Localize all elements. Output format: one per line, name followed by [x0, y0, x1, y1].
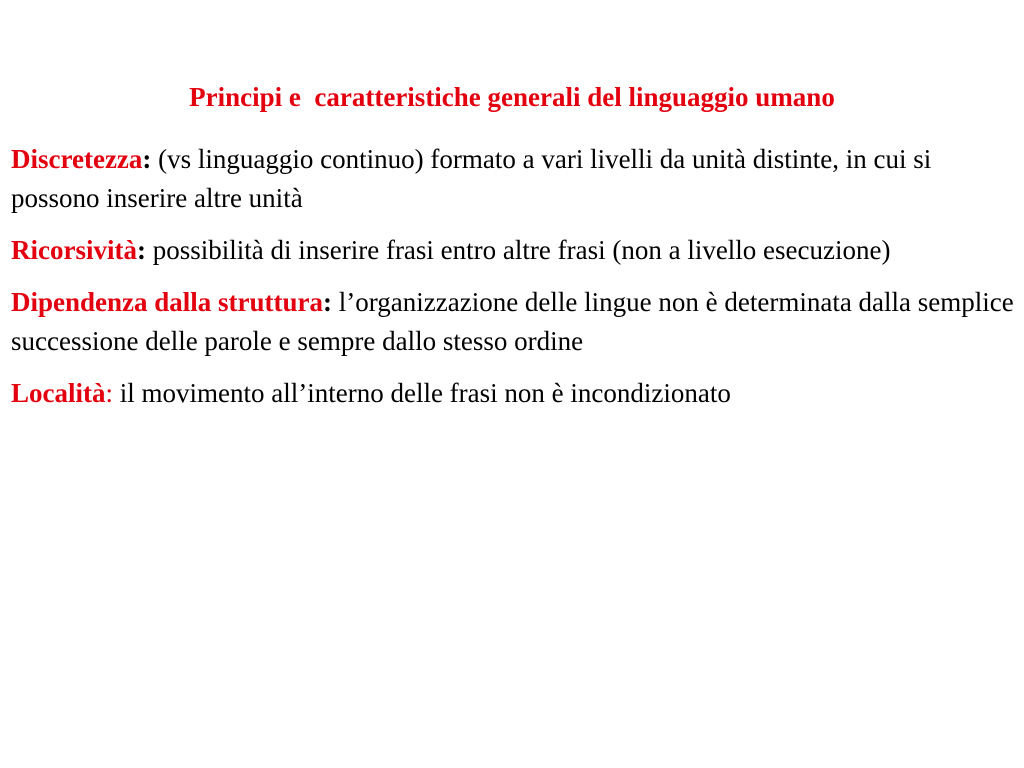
term-description: l’organizzazione delle lingue non è determinata dalla semplice successione delle parole e sempre dallo stesso ordine — [11, 287, 1014, 356]
term-separator: : — [136, 235, 146, 265]
term-separator: : — [323, 287, 333, 317]
term-separator: : — [105, 378, 114, 408]
slide-body — [11, 140, 1019, 426]
principle-ricorsivita — [11, 231, 1019, 270]
term-description: (vs linguaggio continuo) formato a vari livelli da unità distinte, in cui si possono inserire altre unità — [11, 144, 932, 213]
slide-title: Principi e caratteristiche generali del linguaggio umano — [189, 82, 835, 112]
term-description: possibilità di inserire frasi entro altre frasi (non a livello esecuzione) — [145, 235, 891, 265]
principle-localita — [11, 374, 1019, 413]
term-label: Discretezza — [11, 144, 143, 174]
principle-dipendenza-struttura — [11, 283, 1019, 361]
term-label: Dipendenza dalla struttura — [11, 287, 324, 317]
principle-discretezza — [11, 140, 1019, 218]
term-label: Ricorsività — [11, 235, 137, 265]
term-description: il movimento all’interno delle frasi non è incondizionato — [113, 378, 731, 408]
term-separator: : — [142, 144, 152, 174]
term-label: Località — [11, 378, 106, 408]
